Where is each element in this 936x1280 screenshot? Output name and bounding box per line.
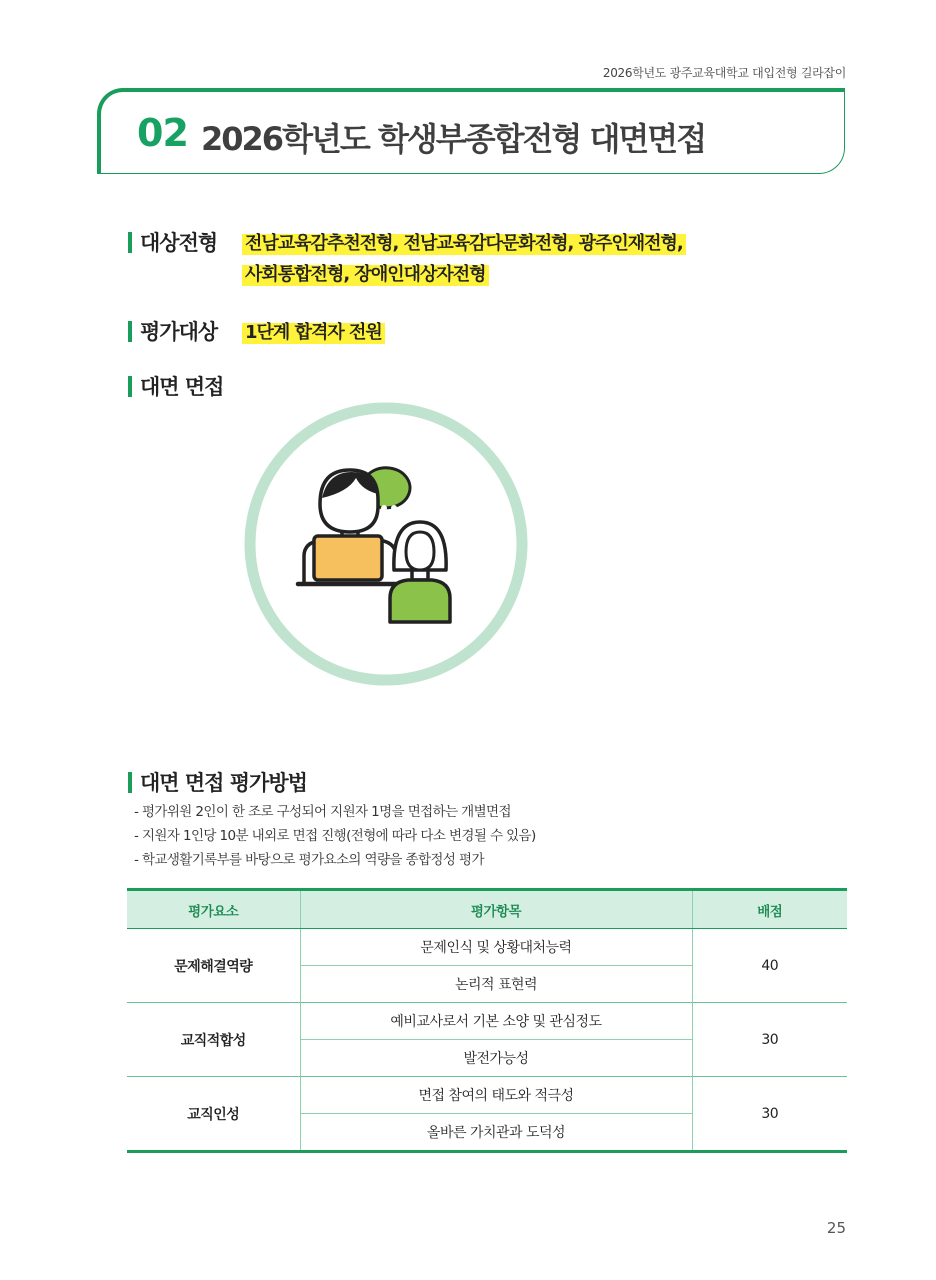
- section-interview: [128, 371, 223, 401]
- chapter-number: 02: [137, 111, 188, 155]
- section-bar: [128, 772, 132, 793]
- section-bar: [128, 376, 132, 397]
- eval-item: 올바른 가치관과 도덕성: [300, 1114, 692, 1152]
- eval-score: 40: [692, 929, 847, 1003]
- eval-target-value: 1단계 합격자 전원: [242, 318, 385, 344]
- eval-item: 논리적 표현력: [300, 966, 692, 1003]
- interview-icon: [242, 400, 530, 688]
- section-label: 대면 면접 평가방법: [140, 771, 307, 795]
- eval-element: 교직인성: [127, 1077, 300, 1152]
- section-bar: [128, 232, 132, 253]
- eval-item: 예비교사로서 기본 소양 및 관심정도: [300, 1003, 692, 1040]
- eval-item: 면접 참여의 태도와 적극성: [300, 1077, 692, 1114]
- bullet-item: - 학교생활기록부를 바탕으로 평가요소의 역량을 종합정성 평가: [134, 852, 484, 868]
- bullet-item: - 평가위원 2인이 한 조로 구성되어 지원자 1명을 면접하는 개별면접: [134, 804, 511, 820]
- header-score: 배점: [692, 890, 847, 929]
- header-element: 평가요소: [127, 890, 300, 929]
- eval-item: 발전가능성: [300, 1040, 692, 1077]
- chapter-title-box: [97, 88, 845, 174]
- section-eval-target: [128, 316, 217, 346]
- section-method: [128, 767, 307, 797]
- section-label: 대상전형: [140, 231, 218, 255]
- table-row: [127, 1003, 847, 1040]
- method-bullets: [134, 800, 536, 872]
- header-item: 평가항목: [300, 890, 692, 929]
- chapter-title: 2026학년도 학생부종합전형 대면면접: [201, 120, 706, 158]
- evaluation-table: [127, 888, 847, 1153]
- running-header: 2026학년도 광주교육대학교 대입전형 길라잡이: [602, 66, 846, 80]
- eval-element: 문제해결역량: [127, 929, 300, 1003]
- page-number: 25: [826, 1219, 846, 1237]
- table-row: [127, 929, 847, 966]
- section-label: 평가대상: [140, 320, 218, 344]
- bullet-item: - 지원자 1인당 10분 내외로 면접 진행(전형에 따라 다소 변경될 수 있음): [134, 828, 536, 844]
- table-row: [127, 1077, 847, 1114]
- section-bar: [128, 321, 132, 342]
- section-label: 대면 면접: [140, 375, 224, 399]
- section-target: [128, 227, 217, 257]
- table-header-row: [127, 890, 847, 929]
- eval-element: 교직적합성: [127, 1003, 300, 1077]
- eval-score: 30: [692, 1077, 847, 1152]
- target-line-1: 전남교육감추천전형, 전남교육감다문화전형, 광주인재전형,: [242, 229, 686, 255]
- eval-item: 문제인식 및 상황대처능력: [300, 929, 692, 966]
- eval-score: 30: [692, 1003, 847, 1077]
- target-line-2: 사회통합전형, 장애인대상자전형: [242, 260, 489, 286]
